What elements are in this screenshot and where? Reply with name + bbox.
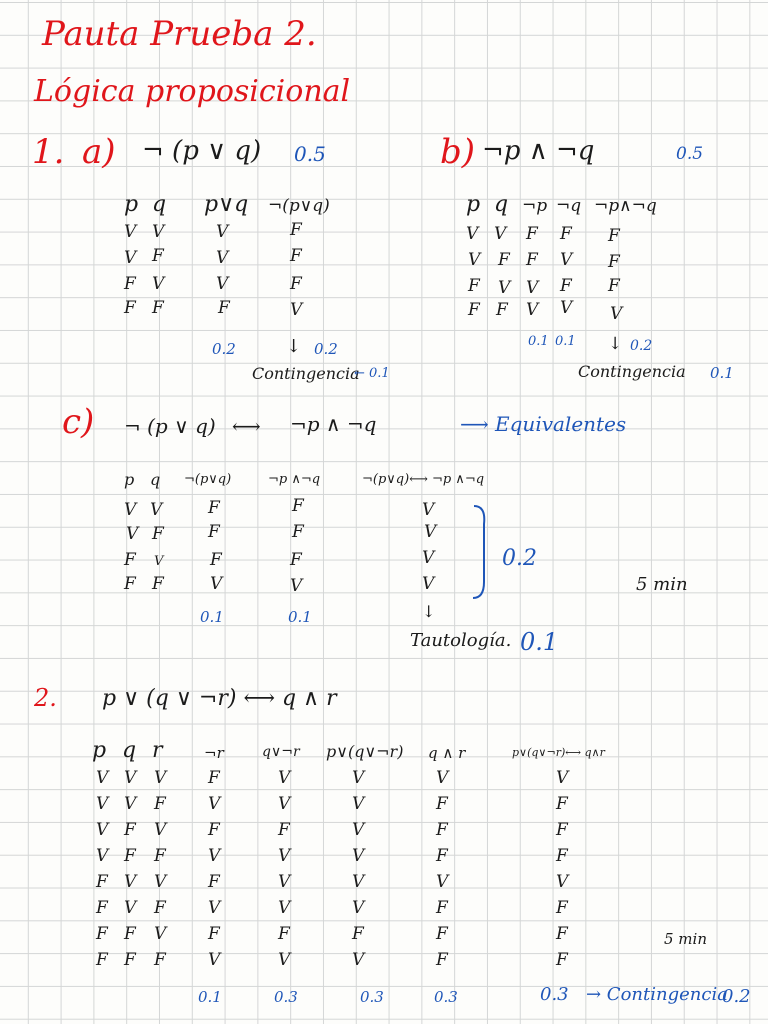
table-cell: V bbox=[152, 274, 165, 294]
table-header: q∨¬r bbox=[262, 744, 300, 760]
table-cell: V bbox=[96, 768, 109, 788]
biconditional-symbol: ⟷ bbox=[232, 414, 261, 438]
table-cell: F bbox=[124, 820, 136, 840]
down-arrow-icon: ↓ bbox=[286, 336, 302, 357]
part-a-expression: ¬ (p ∨ q) bbox=[142, 136, 262, 166]
table-cell: V bbox=[208, 950, 221, 970]
table-header: ¬(p∨q) bbox=[184, 472, 232, 487]
table-header: ¬p bbox=[522, 196, 548, 216]
table-header: ¬(p∨q) bbox=[268, 196, 330, 216]
bracket-score: 0.2 bbox=[502, 546, 537, 571]
table-cell: V bbox=[352, 794, 365, 814]
bracket-icon bbox=[470, 504, 496, 600]
table-cell: V bbox=[290, 576, 303, 596]
table-cell: F bbox=[208, 924, 220, 944]
part-b-points: 0.5 bbox=[676, 144, 704, 164]
part-a-label: a) bbox=[82, 132, 116, 172]
table-header: p∨(q∨¬r) bbox=[326, 742, 404, 761]
table-header: ¬(p∨q)⟷ ¬p ∧¬q bbox=[362, 472, 485, 487]
table-cell: V bbox=[560, 250, 573, 270]
table-cell: F bbox=[152, 298, 164, 318]
down-arrow-icon: ↓ bbox=[608, 334, 623, 354]
table-header: q bbox=[150, 470, 161, 489]
table-cell: V bbox=[556, 768, 569, 788]
table-cell: V bbox=[154, 924, 167, 944]
table-cell: V bbox=[422, 574, 435, 594]
table-cell: V bbox=[154, 820, 167, 840]
table-header: q bbox=[494, 192, 509, 217]
table-cell: F bbox=[292, 522, 304, 542]
table-cell: V bbox=[278, 846, 291, 866]
table-cell: F bbox=[556, 846, 568, 866]
table-cell: V bbox=[466, 224, 479, 244]
table-cell: F bbox=[152, 574, 164, 594]
score: 0.3 bbox=[540, 984, 569, 1005]
table-cell: V bbox=[154, 768, 167, 788]
table-cell: F bbox=[290, 246, 302, 266]
table-cell: V bbox=[290, 300, 303, 320]
table-cell: F bbox=[608, 276, 620, 296]
part-a-points: 0.5 bbox=[294, 142, 326, 166]
table-cell: V bbox=[216, 248, 229, 268]
table-cell: F bbox=[124, 846, 136, 866]
table-cell: F bbox=[218, 298, 230, 318]
table-cell: F bbox=[352, 924, 364, 944]
table-cell: V bbox=[436, 872, 449, 892]
table-cell: F bbox=[154, 950, 166, 970]
table-cell: V bbox=[124, 248, 137, 268]
table-cell: F bbox=[278, 924, 290, 944]
result-label: Contingencia bbox=[252, 364, 360, 383]
table-cell: F bbox=[290, 220, 302, 240]
table-cell: V bbox=[152, 222, 165, 242]
score: 0.2 bbox=[212, 340, 236, 358]
table-cell: V bbox=[436, 768, 449, 788]
table-cell: F bbox=[436, 898, 448, 918]
table-cell: V bbox=[278, 872, 291, 892]
table-cell: V bbox=[352, 768, 365, 788]
result-score: 0.1 bbox=[520, 628, 559, 656]
table-cell: V bbox=[126, 524, 139, 544]
table-cell: F bbox=[468, 276, 480, 296]
table-cell: F bbox=[436, 924, 448, 944]
equivalentes-note: ⟶ Equivalentes bbox=[460, 412, 627, 436]
table-cell: V bbox=[208, 846, 221, 866]
table-cell: V bbox=[96, 846, 109, 866]
score: 0.3 bbox=[274, 988, 298, 1006]
table-cell: F bbox=[290, 274, 302, 294]
table-header: ¬q bbox=[556, 196, 582, 216]
question-1-number: 1. bbox=[32, 132, 65, 172]
table-cell: V bbox=[352, 820, 365, 840]
table-cell: F bbox=[498, 250, 510, 270]
table-cell: F bbox=[208, 768, 220, 788]
table-cell: F bbox=[556, 950, 568, 970]
table-cell: F bbox=[556, 898, 568, 918]
table-cell: F bbox=[436, 794, 448, 814]
table-cell: F bbox=[124, 924, 136, 944]
table-cell: F bbox=[124, 950, 136, 970]
table-cell: V bbox=[124, 500, 137, 520]
table-cell: F bbox=[468, 300, 480, 320]
table-cell: F bbox=[278, 820, 290, 840]
table-cell: V bbox=[352, 846, 365, 866]
table-cell: V bbox=[216, 274, 229, 294]
table-cell: F bbox=[436, 820, 448, 840]
table-header: p∨q bbox=[204, 192, 249, 217]
part-c-expression-left: ¬ (p ∨ q) bbox=[124, 414, 216, 438]
table-cell: F bbox=[560, 224, 572, 244]
table-cell: F bbox=[96, 872, 108, 892]
part-c-label: c) bbox=[62, 402, 95, 442]
table-cell: V bbox=[526, 278, 539, 298]
table-cell: F bbox=[526, 224, 538, 244]
table-cell: V bbox=[208, 794, 221, 814]
table-header: p bbox=[124, 192, 139, 217]
table-cell: V bbox=[556, 872, 569, 892]
table-cell: F bbox=[210, 550, 222, 570]
time-note: 5 min bbox=[636, 574, 688, 595]
table-cell: F bbox=[208, 498, 220, 518]
table-cell: F bbox=[208, 522, 220, 542]
table-cell: F bbox=[292, 496, 304, 516]
table-header: q ∧ r bbox=[428, 744, 466, 762]
table-cell: V bbox=[154, 554, 164, 569]
table-cell: F bbox=[154, 794, 166, 814]
table-cell: V bbox=[210, 574, 223, 594]
table-header: p bbox=[124, 470, 135, 489]
table-cell: F bbox=[124, 550, 136, 570]
table-cell: V bbox=[124, 872, 137, 892]
table-cell: F bbox=[124, 298, 136, 318]
table-cell: V bbox=[352, 872, 365, 892]
score: 0.2 bbox=[630, 338, 653, 354]
table-cell: V bbox=[208, 898, 221, 918]
table-cell: F bbox=[556, 794, 568, 814]
table-cell: F bbox=[526, 250, 538, 270]
table-header: ¬r bbox=[204, 744, 224, 762]
table-cell: V bbox=[278, 768, 291, 788]
table-header: r bbox=[152, 738, 163, 763]
table-cell: V bbox=[422, 500, 435, 520]
table-cell: F bbox=[124, 274, 136, 294]
score: 0.3 bbox=[360, 988, 384, 1006]
table-cell: V bbox=[278, 898, 291, 918]
table-header: ¬p ∧¬q bbox=[268, 472, 321, 487]
table-cell: F bbox=[556, 924, 568, 944]
table-cell: V bbox=[124, 222, 137, 242]
table-cell: V bbox=[124, 898, 137, 918]
result-label: Contingencia bbox=[578, 362, 686, 381]
table-cell: V bbox=[560, 298, 573, 318]
page-title: Pauta Prueba 2. bbox=[42, 14, 317, 54]
down-arrow-icon: ↓ bbox=[422, 602, 436, 621]
table-cell: F bbox=[556, 820, 568, 840]
table-cell: V bbox=[422, 548, 435, 568]
result-score: 0.1 bbox=[710, 364, 734, 382]
question-2-expression: p ∨ (q ∨ ¬r) ⟷ q ∧ r bbox=[102, 686, 337, 711]
table-cell: V bbox=[352, 898, 365, 918]
table-header: q bbox=[122, 738, 137, 763]
table-cell: V bbox=[494, 224, 507, 244]
table-cell: F bbox=[496, 300, 508, 320]
part-b-label: b) bbox=[440, 132, 476, 172]
table-cell: V bbox=[96, 820, 109, 840]
table-cell: V bbox=[124, 794, 137, 814]
table-cell: V bbox=[124, 768, 137, 788]
table-header: q bbox=[152, 192, 167, 217]
part-b-expression: ¬p ∧ ¬q bbox=[482, 136, 595, 166]
table-cell: V bbox=[278, 950, 291, 970]
table-cell: F bbox=[96, 950, 108, 970]
score: 0.2 bbox=[314, 340, 338, 358]
question-2-number: 2. bbox=[34, 684, 57, 712]
table-cell: V bbox=[216, 222, 229, 242]
time-note: 5 min bbox=[664, 930, 707, 948]
score: 0.1 bbox=[288, 608, 312, 626]
table-cell: V bbox=[468, 250, 481, 270]
table-cell: F bbox=[96, 924, 108, 944]
part-c-expression-right: ¬p ∧ ¬q bbox=[290, 412, 377, 436]
table-cell: F bbox=[436, 846, 448, 866]
table-cell: F bbox=[608, 252, 620, 272]
score: 0.1 bbox=[528, 334, 549, 349]
table-cell: V bbox=[498, 278, 511, 298]
score: 0.1 bbox=[198, 988, 222, 1006]
table-header: p bbox=[466, 192, 481, 217]
result-label: Tautología. bbox=[410, 630, 512, 651]
score: 0.1 bbox=[200, 608, 224, 626]
table-header: ¬p∧¬q bbox=[594, 196, 657, 216]
page-subtitle: Lógica proposicional bbox=[34, 74, 351, 109]
result-label: → Contingencia bbox=[586, 984, 728, 1005]
score: 0.1 bbox=[555, 334, 576, 349]
table-cell: V bbox=[424, 522, 437, 542]
table-cell: V bbox=[96, 794, 109, 814]
table-cell: V bbox=[352, 950, 365, 970]
table-cell: V bbox=[526, 300, 539, 320]
table-cell: F bbox=[124, 574, 136, 594]
table-cell: F bbox=[608, 226, 620, 246]
table-cell: F bbox=[290, 550, 302, 570]
table-cell: F bbox=[560, 276, 572, 296]
table-cell: V bbox=[150, 500, 163, 520]
table-cell: F bbox=[208, 820, 220, 840]
table-cell: F bbox=[152, 524, 164, 544]
result-score: 0.2 bbox=[722, 986, 751, 1007]
result-score: ← 0.1 bbox=[354, 366, 390, 381]
table-cell: V bbox=[278, 794, 291, 814]
table-cell: F bbox=[152, 246, 164, 266]
table-cell: V bbox=[154, 872, 167, 892]
table-cell: F bbox=[96, 898, 108, 918]
table-cell: F bbox=[208, 872, 220, 892]
table-header: p bbox=[92, 738, 107, 763]
table-cell: F bbox=[154, 898, 166, 918]
table-cell: F bbox=[154, 846, 166, 866]
table-cell: F bbox=[436, 950, 448, 970]
table-header: p∨(q∨¬r)⟷ q∧r bbox=[512, 746, 605, 759]
score: 0.3 bbox=[434, 988, 458, 1006]
table-cell: V bbox=[610, 304, 623, 324]
